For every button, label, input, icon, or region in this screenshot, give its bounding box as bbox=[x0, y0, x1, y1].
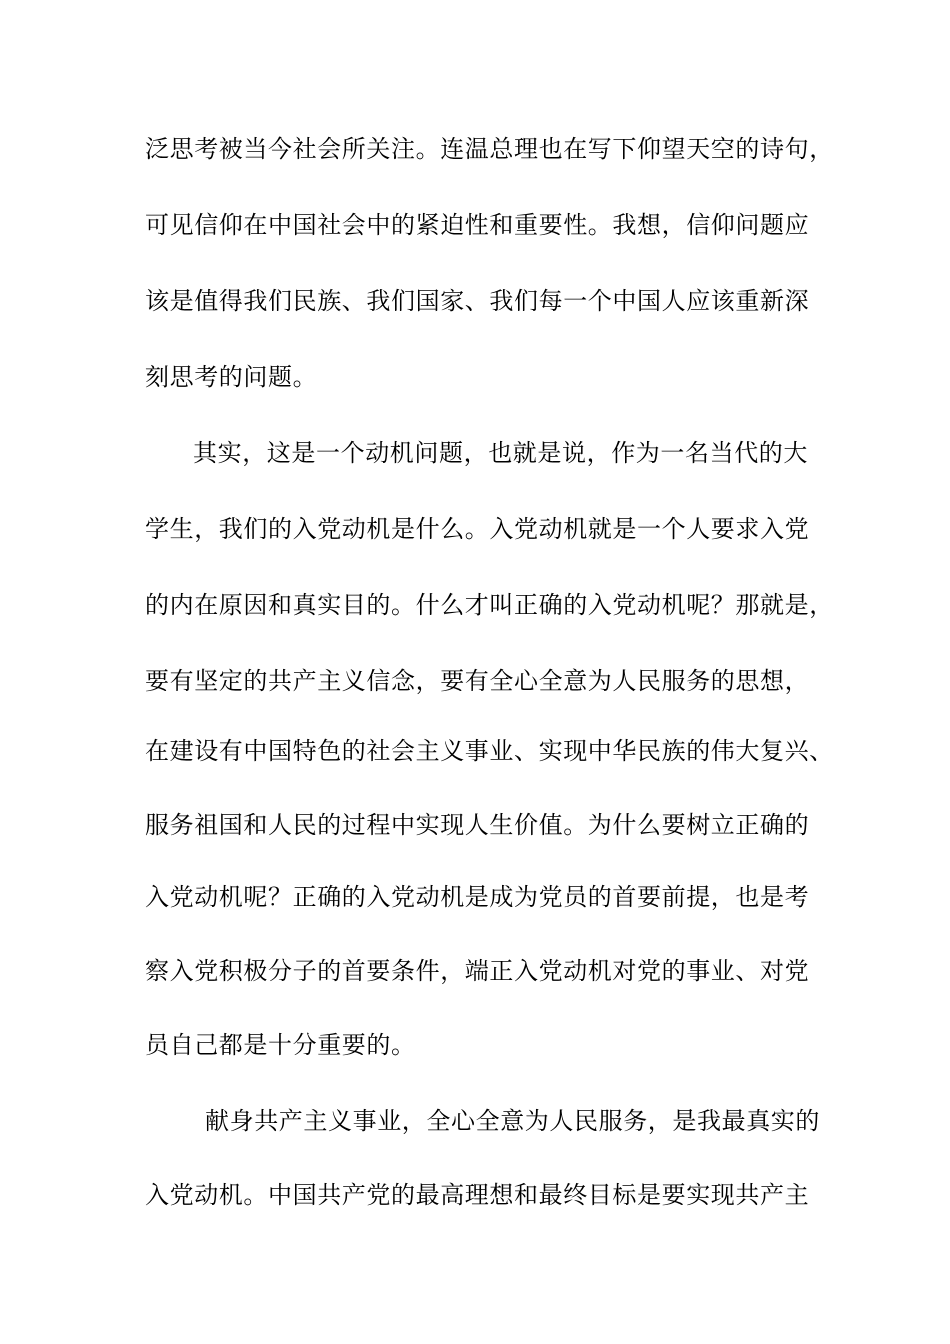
text-line: 服务祖国和人民的过程中实现人生价值。为什么要树立正确的 bbox=[145, 811, 810, 839]
text-line: 刻思考的问题。 bbox=[145, 363, 318, 391]
text-line: 其实，这是一个动机问题，也就是说，作为一名当代的大 bbox=[193, 439, 808, 467]
text-line: 该是值得我们民族、我们国家、我们每一个中国人应该重新深 bbox=[145, 287, 810, 315]
text-line: 在建设有中国特色的社会主义事业、实现中华民族的伟大复兴、 bbox=[145, 737, 834, 765]
text-line: 学生，我们的入党动机是什么。入党动机就是一个人要求入党 bbox=[145, 515, 810, 543]
text-line: 献身共产主义事业，全心全意为人民服务，是我最真实的 bbox=[205, 1107, 820, 1135]
text-line: 的内在原因和真实目的。什么才叫正确的入党动机呢？那就是， bbox=[145, 591, 834, 619]
text-line: 入党动机。中国共产党的最高理想和最终目标是要实现共产主 bbox=[145, 1181, 810, 1209]
text-line: 泛思考被当今社会所关注。连温总理也在写下仰望天空的诗句， bbox=[145, 135, 834, 163]
text-line: 可见信仰在中国社会中的紧迫性和重要性。我想，信仰问题应 bbox=[145, 211, 810, 239]
text-line: 察入党积极分子的首要条件，端正入党动机对党的事业、对党 bbox=[145, 957, 810, 985]
text-line: 入党动机呢？正确的入党动机是成为党员的首要前提，也是考 bbox=[145, 883, 810, 911]
text-line: 要有坚定的共产主义信念，要有全心全意为人民服务的思想， bbox=[145, 667, 810, 695]
text-line: 员自己都是十分重要的。 bbox=[145, 1031, 416, 1059]
